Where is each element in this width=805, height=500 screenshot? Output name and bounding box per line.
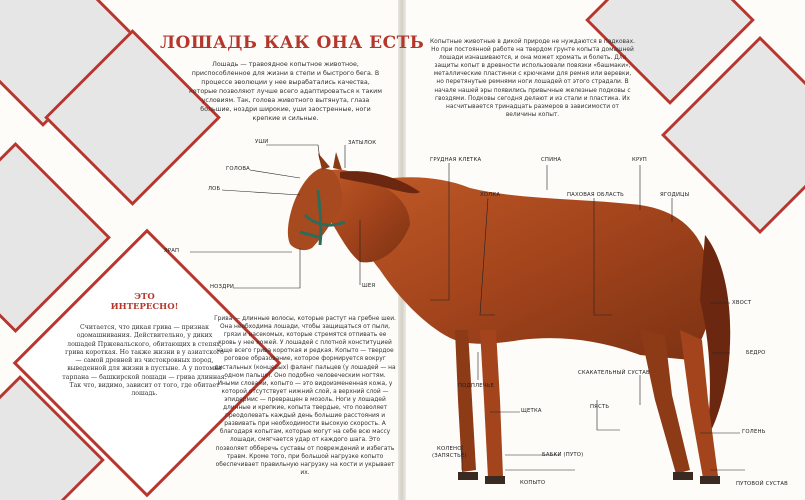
body-text-left: Грива — длинные волосы, которые растут на гребне шеи. Она необходима лошади, чтобы защищаться от пыли, грязи и насекомых, которые стремятся отпивать ее кровь у нее кожей. У лошадей с плотной конституцией чаще всего грива короткая и редкая. Копыто — твердое роговое образование, которое формируется вокруг дистальных (концевых) фаланг пальцев (у лошадей — на одном пальце). Оно подобно человеческим ногтям. Иными словами, копыто — это видоизмененная кожа, у которой отсутствует нижний слой, а верхний слой — эпидермис — превращен в мозоль. Ноги у лошадей длинные и крепкие, копыта твердые, что позволяет преодолевать каждый день большие расстояния и развивать при необходимости высокую скорость. А благодаря копытам, которые могут на себе всю массу лошади, смягчается удар от каждого шага. Это позволяет обберечь суставы от повреждений и избегать травм. Кроме того, при большой нагрузке копыто обеспечивает правильную нагрузку на кости и укрывает их. (214, 316, 396, 476)
label-putovoy: ПУТОВОЙ СУСТАВ (736, 481, 788, 487)
callout-title-1: ЭТО (134, 292, 155, 302)
label-ushi: УШИ (255, 139, 269, 145)
label-kopyto: КОПЫТО (520, 480, 546, 486)
body-text-right: Копытные животные в дикой природе не нуждаются в подковах. Но при постоянной работе на твердом грунте копыта домашней лошади изнашиваются, и она может хромать и болеть. Для защиты копыт в древности использовали повязки «башмаки», металлические пластинки с крючками для ремня или веревки, но перетянутые ремнями ноги лошадей от этого страдали. В начале нашей эры появились привычные железные подковы с гвоздями. Подковы сегодня делают и из стали и пластика. Их насчитывается тринадцать размеров в зависимости от величины копыт. (430, 39, 635, 118)
label-zatylok: ЗАТЫЛОК (348, 140, 377, 146)
label-schetka: ЩЕТКА (521, 408, 542, 414)
callout-title-2: ИНТЕРЕСНО! (110, 302, 179, 312)
label-golen: ГОЛЕНЬ (742, 429, 766, 435)
label-grudnaya-kletka: ГРУДНАЯ КЛЕТКА (430, 157, 482, 163)
label-koleno-1: КОЛЕНО (437, 446, 462, 452)
page-title: ЛОШАДЬ КАК ОНА ЕСТЬ (160, 33, 425, 53)
label-yagodicy: ЯГОДИЦЫ (660, 192, 690, 198)
label-pyast: ПЯСТЬ (590, 404, 610, 410)
label-golova: ГОЛОВА (226, 166, 251, 172)
label-hvost: ХВОСТ (732, 300, 752, 306)
label-holka: ХОЛКА (480, 192, 501, 198)
label-sheya: ШЕЯ (362, 283, 376, 289)
label-koleno-2: (ЗАПЯСТЬЕ) (432, 453, 467, 459)
label-babki: БАБКИ (ПУТО) (542, 452, 584, 458)
label-skakatelny: СКАКАТЕЛЬНЫЙ СУСТАВ (578, 370, 650, 376)
label-lob: ЛОБ (208, 186, 221, 192)
label-nozdri: НОЗДРИ (210, 284, 235, 290)
label-pahovaya: ПАХОВАЯ ОБЛАСТЬ (567, 192, 625, 198)
label-spina: СПИНА (541, 157, 562, 163)
label-bedro: БЕДРО (746, 350, 766, 356)
callout-body: Считается, что дикая грива — признак одомашнивания. Действительно, у диких лошадей Пржевальского, обитающих в степях, грива короткая. Но также жизни в у азиатского — самой древней из чистокровных пород, выведенной для жизни в пустыне. А у потомка тарпана — башкирской лошади — грива длинная. Так что, видимо, зависит от того, где обитает лошадь. (62, 324, 227, 398)
intro-paragraph: Лошадь — травоядное копытное животное, приспособленное для жизни в степи и быстрого бега. В процессе эволюции у нее вырабатались качества, которые позволяют лучше всего адаптироваться к таким условиям. Так, голова животного вытянута, глаза большие, ноздри широкие, уши заостренные, ноги крепкие и сильные. (189, 61, 382, 122)
label-hrap: ХРАП (164, 248, 180, 254)
label-podpleche: ПОДПЛЕЧЬЕ (458, 383, 495, 389)
label-krup: КРУП (632, 157, 647, 163)
